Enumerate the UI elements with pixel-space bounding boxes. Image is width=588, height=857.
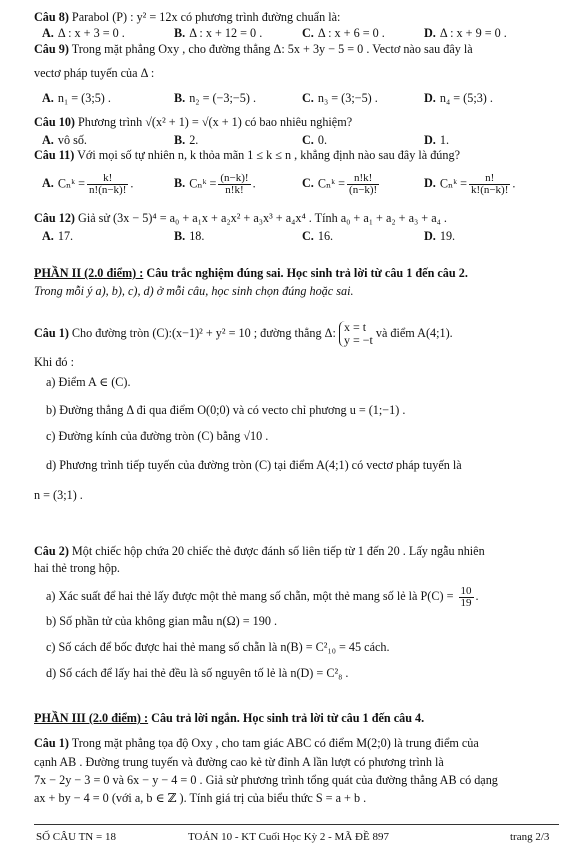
footer-question-count: SỐ CÂU TN = 18 (36, 831, 116, 843)
probability-fraction: $\frac{10}{19}$ (460, 584, 472, 609)
question-text: Với mọi số tự nhiên n, k thỏa mãn 1 ≤ k ≤ n , khẳng định nào sau đây là đúng? (77, 148, 460, 162)
option-c: C. n₃ = (3;−5) . (302, 91, 378, 105)
question-label: Câu 11) (34, 148, 75, 162)
option-c: C. Δ : x + 6 = 0 . (302, 26, 385, 40)
part-3-question-1-line2: cạnh AB . Đường trung tuyến và đường cao kẻ từ đỉnh A lần lượt có phương trình là (34, 755, 444, 769)
question-label: Câu 1) (34, 326, 69, 340)
statement-c: c) Số cách để bốc được hai thẻ mang số chẵn là n(B) = C²₁₀ = 45 cách. (46, 640, 390, 654)
part-3-heading: PHẦN III (2.0 điểm) : Câu trả lời ngắn. Học sinh trả lời từ câu 1 đến câu 4. (34, 711, 425, 725)
question-text: Parabol (P) : y² = 12x có phương trình đường chuẩn là: (71, 10, 341, 24)
option-b: B. Δ : x + 12 = 0 . (174, 26, 263, 40)
option-d: D. Δ : x + 9 = 0 . (424, 26, 507, 40)
question-8 (34, 10, 558, 25)
question-12-options (34, 229, 558, 244)
part-2-question-2-line2: hai thẻ trong hộp. (34, 561, 120, 575)
statement-d: d) Phương trình tiếp tuyến của đường tròn (C) tại điểm A(4;1) có vectơ pháp tuyến là (46, 458, 462, 472)
option-d: D. Cₙᵏ = $\frac{n!}{k!(n-k)!}$ . (424, 172, 516, 196)
question-label: Câu 10) (34, 115, 75, 129)
question-label: Câu 12) (34, 211, 75, 225)
footer-exam-code: TOÁN 10 - KT Cuối Học Kỳ 2 - MÃ ĐỀ 897 (188, 831, 389, 843)
part-2-question-1: Câu 1) Cho đường tròn (C):(x−1)² + y² = 10 ; đường thẳng Δ: x = t y = −t và điểm A(4;1). (34, 320, 453, 348)
option-a: A. n₁ = (3;5) . (42, 91, 111, 105)
question-label: Câu 2) (34, 544, 69, 558)
statement-a: a) Điểm A ∈ (C). (46, 375, 131, 389)
statement-b: b) Đường thẳng Δ đi qua điểm O(0;0) và có vecto chỉ phương u = (1;−1) . (46, 403, 406, 417)
question-label: Câu 1) (34, 736, 69, 750)
khi-do: Khi đó : (34, 355, 74, 369)
option-a: A. Δ : x + 3 = 0 . (42, 26, 125, 40)
statement-a: a) Xác suất để hai thẻ lấy được một thẻ mang số chẵn, một thẻ mang số lẻ là P(C) = $\frac{10}{19}$ . (46, 584, 479, 609)
part-3-question-1-line3: 7x − 2y − 3 = 0 và 6x − y − 4 = 0 . Giả sử phương trình tổng quát của đường thẳng AB có dạng (34, 773, 498, 787)
question-9-options (34, 91, 558, 106)
line-system: x = t y = −t (339, 321, 373, 347)
option-c: C. 0. (302, 133, 327, 147)
option-a: A. Cₙᵏ = $\frac{k!}{n!(n-k)!}$ . (42, 172, 134, 196)
footer-page-number: trang 2/3 (510, 831, 550, 843)
option-d: D. 1. (424, 133, 449, 147)
question-9 (34, 42, 558, 57)
option-b: B. 2. (174, 133, 199, 147)
statement-b: b) Số phần tử của không gian mẫu n(Ω) = 190 . (46, 614, 278, 628)
question-text: Phương trình √(x² + 1) = √(x + 1) có bao nhiêu nghiệm? (78, 115, 353, 129)
question-12 (34, 211, 558, 226)
option-c: C. 16. (302, 229, 334, 243)
part-2-note: Trong mỗi ý a), b), c), d) ở mỗi câu, học sinh chọn đúng hoặc sai. (34, 284, 354, 298)
question-10 (34, 115, 558, 130)
question-text: Giả sử (3x − 5)⁴ = a₀ + a₁x + a₂x² + a₃x³ + a₄x⁴ . Tính a₀ + a₁ + a₂ + a₃ + a₄ . (78, 211, 447, 225)
option-b: B. 18. (174, 229, 205, 243)
option-a: A. vô số. (42, 133, 87, 147)
option-a: A. 17. (42, 229, 74, 243)
part-3-question-1-line4: ax + by − 4 = 0 (với a, b ∈ ℤ ). Tính giá trị của biểu thức S = a + b . (34, 791, 367, 805)
option-d: D. 19. (424, 229, 456, 243)
option-b: B. Cₙᵏ = $\frac{(n-k)!}{n!k!}$ . (174, 172, 256, 196)
option-c: C. Cₙᵏ = $\frac{n!k!}{(n-k)!}$ (302, 172, 378, 196)
option-d: D. n₄ = (5;3) . (424, 91, 493, 105)
question-9-line2: vectơ pháp tuyến của Δ : (34, 66, 155, 80)
statement-d-cont: n = (3;1) . (34, 488, 83, 502)
footer-rule (34, 824, 559, 825)
question-8-options (34, 26, 558, 41)
part-2-question-2: Câu 2) Một chiếc hộp chứa 20 chiếc thẻ được đánh số liên tiếp từ 1 đến 20 . Lấy ngẫu nhiên (34, 544, 485, 558)
question-11 (34, 148, 558, 163)
question-text: Trong mặt phẳng Oxy , cho đường thẳng Δ: 5x + 3y − 5 = 0 . Vectơ nào sau đây là (71, 42, 473, 56)
statement-d: d) Số cách để lấy hai thẻ đều là số nguyên tố lẻ là n(D) = C²₈ . (46, 666, 349, 680)
question-10-options (34, 133, 558, 148)
question-11-options (34, 173, 558, 199)
statement-c: c) Đường kính của đường tròn (C) bằng √10 . (46, 429, 269, 443)
question-label: Câu 8) (34, 10, 69, 24)
part-2-heading: PHẦN II (2.0 điểm) : Câu trắc nghiệm đúng sai. Học sinh trả lời từ câu 1 đến câu 2. (34, 266, 468, 280)
option-b: B. n₂ = (−3;−5) . (174, 91, 257, 105)
question-label: Câu 9) (34, 42, 69, 56)
part-3-question-1: Câu 1) Trong mặt phẳng tọa độ Oxy , cho tam giác ABC có điểm M(2;0) là trung điểm của (34, 736, 479, 750)
